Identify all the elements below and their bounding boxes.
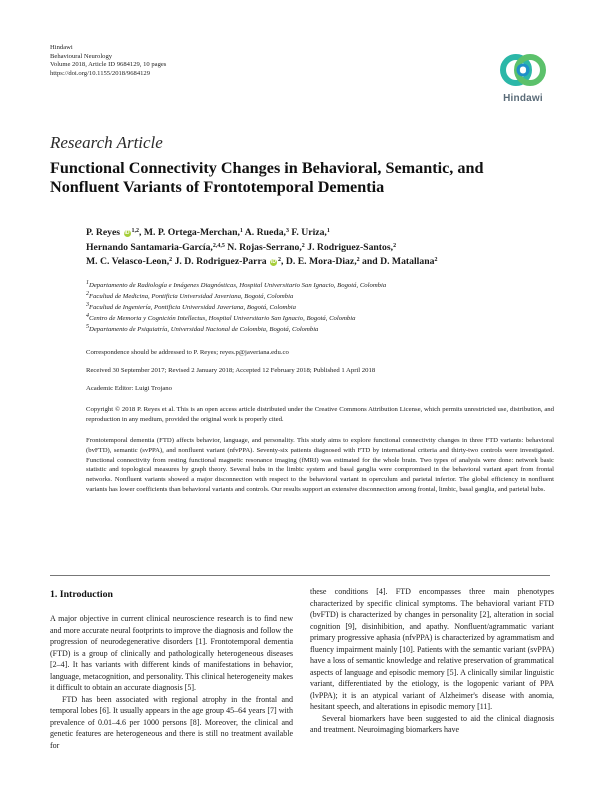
author-line [86, 255, 556, 270]
publisher-name: Hindawi [50, 44, 73, 51]
affiliation-text: Departamento de Psiquiatría, Universidad Nacional de Colombia, Bogotá, Colombia [89, 326, 319, 334]
affiliation-number: 2 [86, 291, 89, 298]
left-column [50, 613, 293, 751]
author-name: Hernando Santamaria-García, [86, 241, 213, 253]
author-affil-sup: 1 [239, 228, 243, 234]
author-name: F. Uriza, [288, 227, 327, 238]
affiliation-text: Facultad de Ingeniería, Pontificia Universidad Javeriana, Bogotá, Colombia [89, 304, 296, 312]
author-name: , M. P. Ortega-Merchan, [139, 227, 240, 238]
body-paragraph: Several biomarkers have been suggested to aid the clinical diagnosis and treatment. Neuroimaging biomarkers have [310, 713, 554, 734]
author-name: A. Rueda, [242, 227, 286, 238]
author-list [86, 226, 556, 270]
author-affil-sup: 2 [434, 257, 438, 264]
affiliation-number: 1 [86, 280, 89, 286]
affiliation-number: 4 [86, 313, 89, 320]
author-line [86, 241, 556, 256]
author-name: J. D. Rodriguez-Parra [172, 256, 267, 268]
section-divider [50, 575, 550, 576]
author-affil-sup: 2 [393, 242, 397, 249]
author-name: , D. E. Mora-Diaz, [281, 256, 357, 268]
correspondence-note: Correspondence should be addressed to P. Reyes; reyes.p@javeriana.edu.co [86, 349, 289, 356]
right-column [310, 586, 554, 736]
affiliation-item [86, 302, 386, 313]
author-name: M. C. Velasco-Leon, [86, 256, 170, 268]
author-line [86, 226, 556, 241]
article-type: Research Article [50, 133, 163, 152]
author-name: J. Rodriguez-Santos, [304, 241, 394, 253]
author-affil-sup: 1,2 [131, 228, 140, 234]
orcid-icon[interactable]: iD [271, 259, 277, 266]
author-affil-sup: 2,4,5 [212, 242, 225, 249]
affiliations [86, 280, 386, 335]
doi-link[interactable]: https://doi.org/10.1155/2018/9684129 [50, 69, 151, 77]
title-line: Nonfluent Variants of Frontotemporal Dementia [50, 178, 385, 196]
journal-meta [50, 44, 166, 78]
body-paragraph: these conditions [4]. FTD encompasses three main phenotypes characterized by specific clinical symptoms. The behavioral variant FTD (bvFTD) is characterized by changes in personality [2], alteration in social cognition [9], disinhibition, and apathy. Nonfluent/agrammatic variant primary progressive aphasia (nfvPPA) is characterized by agrammatism and fluency impairment mainly [10]. Patients with the semantic variant (svPPA) have a loss of semantic knowledge and relative preservation of grammatical aspects of language and episodic memory [5]. A clinically similar linguistic variant, differentiated by the etiology, is the logopenic variant of PPA (lvPPA); it is an atypical variant of Alzheimer's disease with anomia, hesitant speech, and alterations in episodic memory [11]. [310, 587, 554, 711]
body-paragraph: FTD has been associated with regional atrophy in the frontal and temporal lobes [6]. It usually appears in the age group 45–64 years [7] with prevalence of 0.01–4.6 per 1000 persons [8]. Moreover, the clinical and genetic features are heterogeneous and there is still no treatment available for [50, 694, 293, 750]
author-name: and D. Matallana [359, 256, 435, 268]
affiliation-text: Facultad de Medicina, Pontificia Universidad Javeriana, Bogotá, Colombia [89, 293, 294, 301]
received-dates: Received 30 September 2017; Revised 2 January 2018; Accepted 12 February 2018; Published 1 April 2018 [86, 367, 376, 374]
paper-title [50, 159, 550, 197]
orcid-icon[interactable]: iD [124, 230, 130, 236]
author-affil-sup: 1 [326, 228, 330, 234]
author-affil-sup: 2 [169, 257, 173, 264]
affiliation-item [86, 313, 386, 324]
affiliation-item [86, 280, 386, 291]
volume-line: Volume 2018, Article ID 9684129, 10 pages [50, 61, 167, 69]
logo-text: Hindawi [503, 93, 543, 104]
abstract: Frontotemporal dementia (FTD) affects behavior, language, and personality. This study aims to explore functional connectivity changes in three FTD variants: behavioral (bvFTD), semantic (svPPA), and nonfluent variant (nfvPPA). Seventy-six patients diagnosed with FTD by international criteria and thirty-two controls were investigated. Functional connectivity from resting functional magnetic resonance imaging (fMRI) was estimated for the whole brain. Two types of analysis were done: network basic statistic and topological measures by graph theory. Several hubs in the limbic system and basal ganglia were compromised in the behavioral variant apart from frontal networks. Nonfluent variants showed a major disconnection with respect to the behavioral variant in operculum and parietal inferior. The global efficiency in nonfluent variants has lower coefficients than behavioral variants and controls. Our results support an extensive disconnection among frontal, limbic, basal ganglia, and parietal hubs. [86, 437, 554, 493]
author-name: P. Reyes [86, 227, 121, 238]
journal-name: Behavioural Neurology [50, 52, 113, 60]
affiliation-number: 5 [86, 324, 89, 331]
author-affil-sup: 3 [285, 228, 289, 234]
section-heading: 1. Introduction [50, 589, 113, 600]
author-name: N. Rojas-Serrano, [224, 241, 302, 253]
academic-editor: Academic Editor: Luigi Trojano [86, 385, 172, 392]
author-affil-sup: 2 [356, 257, 360, 264]
hindawi-logo [496, 48, 550, 106]
affiliation-item [86, 291, 386, 302]
body-paragraph: A major objective in current clinical neuroscience research is to find new and more accurate neural footprints to improve the diagnosis and follow the progression of neurodegenerative disorders [1]. Frontotemporal dementia (FTD) is a group of clinically and pathologically heterogeneous diseases [2–4]. It has variants with different kinds of manifestations in behavior, language, metacognition, and personality. This clinical heterogeneity makes it difficult to obtain an accurate diagnosis [5]. [50, 614, 293, 692]
affiliation-text: Centro de Memoria y Cognición Intellectus, Hospital Universitario San Ignacio, Bogotá, Colombia [89, 315, 356, 323]
author-affil-sup: 2 [278, 257, 282, 264]
affiliation-number: 3 [86, 302, 89, 309]
title-line: Functional Connectivity Changes in Behavioral, Semantic, and [50, 159, 484, 177]
affiliation-item [86, 324, 386, 335]
author-affil-sup: 2 [301, 242, 305, 249]
copyright-notice: Copyright © 2018 P. Reyes et al. This is an open access article distributed under the Creative Commons Attribution License, which permits unrestricted use, distribution, and reproduction in any medium, provided the original work is properly cited. [86, 406, 554, 424]
affiliation-text: Departamento de Radiología e Imágenes Diagnósticas, Hospital Universitario San Ignacio, Bogotá, Colombia [89, 282, 387, 289]
hindawi-logo-icon [496, 48, 550, 92]
